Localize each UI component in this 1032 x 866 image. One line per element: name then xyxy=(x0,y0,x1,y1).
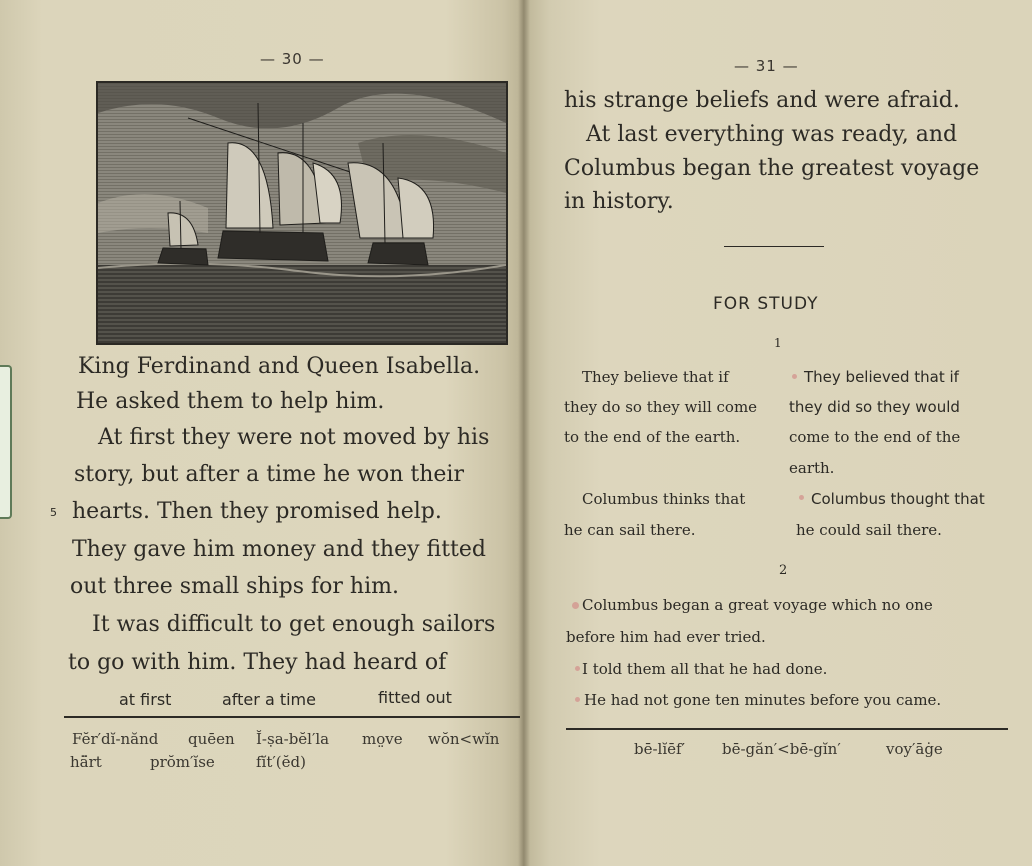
text-line: to go with him. They had heard of xyxy=(68,650,447,675)
text-line: out three small ships for him. xyxy=(70,574,399,599)
study-line: They believe that if xyxy=(582,368,729,386)
text-line: his strange beliefs and were afraid. xyxy=(564,88,960,113)
phrase: after a time xyxy=(222,690,316,709)
annotation-dot xyxy=(799,495,804,500)
annotation-dot xyxy=(575,697,580,702)
section-number: 1 xyxy=(774,336,782,350)
study-line: to the end of the earth. xyxy=(564,428,741,446)
text-line: It was difficult to get enough sailors xyxy=(92,612,496,637)
pronunciation: voy′āġe xyxy=(886,740,943,758)
pronunciation: prŏm′ĭse xyxy=(150,753,215,771)
study-line: earth. xyxy=(789,459,835,477)
text-line: hearts. Then they promised help. xyxy=(72,499,442,524)
study-line: Columbus thinks that xyxy=(582,490,746,508)
text-line: King Ferdinand and Queen Isabella. xyxy=(78,354,481,379)
pronunciation: fĭt′(ĕd) xyxy=(256,753,306,771)
study-line: They believed that if xyxy=(804,368,959,386)
study-line: they did so they would xyxy=(789,398,960,416)
pronunciation: quēen xyxy=(188,730,235,748)
example-sentence: He had not gone ten minutes before you came. xyxy=(584,691,942,709)
phrase: fitted out xyxy=(378,688,452,707)
pronunciation: Ĭ-ṣa-bĕl′la xyxy=(256,730,330,748)
text-line: They gave him money and they fitted xyxy=(72,537,486,562)
book-gutter xyxy=(518,0,530,866)
study-line: come to the end of the xyxy=(789,428,961,446)
study-heading: FOR STUDY xyxy=(713,294,819,314)
line-number-marker: 5 xyxy=(50,506,57,519)
page-number-left: — 30 — xyxy=(260,50,325,68)
pronunciation: Fĕr′dĭ-nănd xyxy=(72,730,159,748)
pronunciation: bē-găn′<bē-gĭn′ xyxy=(722,740,841,758)
example-sentence: before him had ever tried. xyxy=(566,628,766,646)
annotation-dot xyxy=(572,602,579,609)
phrase: at first xyxy=(119,690,172,709)
pronunciation: bē-lĭēf′ xyxy=(634,740,685,758)
text-line: Columbus began the greatest voyage xyxy=(564,156,980,181)
study-line: Columbus thought that xyxy=(811,490,985,508)
section-divider xyxy=(724,246,824,247)
page-number-right: — 31 — xyxy=(734,57,799,75)
footnote-rule xyxy=(566,728,1008,730)
text-line: in history. xyxy=(564,189,674,214)
footnote-rule xyxy=(64,716,520,718)
text-line: He asked them to help him. xyxy=(76,389,385,414)
study-line: he could sail there. xyxy=(796,521,942,539)
section-number: 2 xyxy=(779,563,788,578)
ships-illustration xyxy=(96,81,508,345)
study-line: they do so they will come xyxy=(564,398,758,416)
binding-clip xyxy=(0,365,12,519)
pronunciation: wŏn<wĭn xyxy=(428,730,500,748)
study-line: he can sail there. xyxy=(564,521,696,539)
pronunciation: hä̈rt xyxy=(70,753,102,771)
text-line: At last everything was ready, and xyxy=(586,122,958,147)
text-line: At first they were not moved by his xyxy=(98,425,490,450)
example-sentence: I told them all that he had done. xyxy=(582,660,828,678)
text-line: story, but after a time he won their xyxy=(74,462,464,487)
example-sentence: Columbus began a great voyage which no one xyxy=(582,596,933,614)
annotation-dot xyxy=(575,666,580,671)
annotation-dot xyxy=(792,374,797,379)
right-page xyxy=(524,0,1032,866)
pronunciation: mo̤ve xyxy=(362,730,403,748)
